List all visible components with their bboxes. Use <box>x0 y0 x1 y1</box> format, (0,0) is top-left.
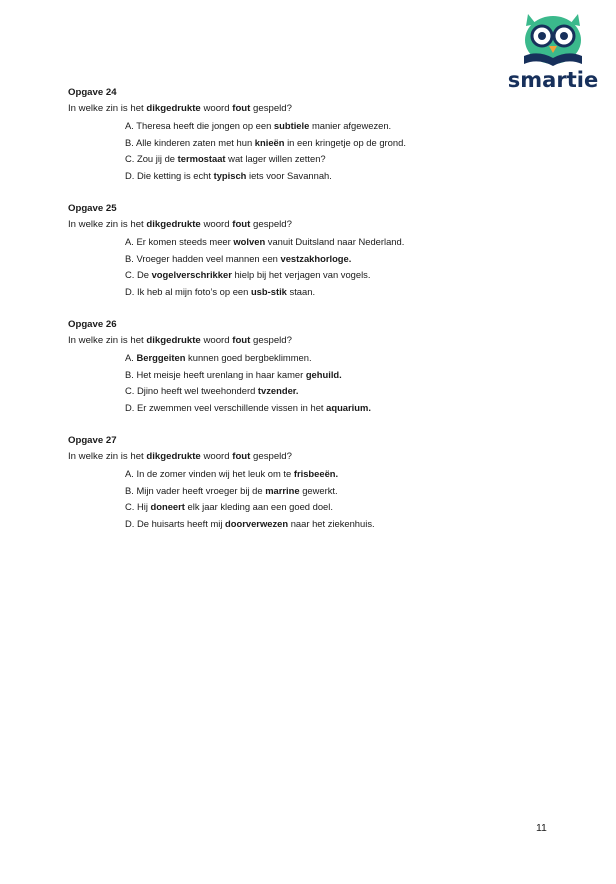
answer-options <box>125 468 588 530</box>
text-run: C. Hij <box>125 501 151 512</box>
text-run: D. Ik heb al mijn foto’s op een <box>125 285 251 297</box>
bold-word: fout <box>232 335 251 346</box>
bold-word: dikgedrukte <box>146 219 201 230</box>
text-run: In welke zin is het <box>68 451 147 462</box>
text-run: B. Het meisje heeft urenlang in haar kamer <box>125 368 306 380</box>
bold-word: fout <box>232 451 251 462</box>
answer-option-c <box>125 153 588 165</box>
question-27 <box>68 434 588 534</box>
text-run: In welke zin is het <box>68 103 147 114</box>
text-run: gewerkt. <box>299 484 338 496</box>
text-run: gespeld? <box>250 219 292 230</box>
text-run: woord <box>200 103 233 114</box>
bold-word: typisch <box>213 169 247 181</box>
answer-option-c <box>125 385 588 397</box>
text-run: naar het ziekenhuis. <box>288 517 375 529</box>
answer-option-b <box>125 485 588 497</box>
bold-word: dikgedrukte <box>146 451 201 462</box>
text-run: wat lager willen zetten? <box>225 153 326 164</box>
question-26 <box>68 318 588 418</box>
bold-word: tvzender. <box>257 385 299 396</box>
text-run: C. De <box>125 269 152 280</box>
text-run: elk jaar kleding aan een goed doel. <box>184 501 333 512</box>
bold-word: fout <box>232 219 251 230</box>
text-run: vanuit Duitsland naar Nederland. <box>265 236 405 247</box>
text-run: A. Er komen steeds meer <box>125 236 234 247</box>
answer-options <box>125 236 588 298</box>
bold-word: wolven <box>233 236 266 247</box>
bold-word: knieën <box>254 136 285 148</box>
text-run: kunnen goed bergbeklimmen. <box>185 352 312 363</box>
text-run: B. Mijn vader heeft vroeger bij de <box>125 484 266 496</box>
bold-word: termostaat <box>177 153 226 164</box>
text-run: D. De huisarts heeft mij <box>125 517 226 529</box>
text-run: D. Er zwemmen veel verschillende vissen in het <box>125 401 327 413</box>
question-title: Opgave 27 <box>68 435 117 446</box>
bold-word: Berggeiten <box>136 352 186 363</box>
text-run: gespeld? <box>250 335 292 346</box>
bold-word: frisbeeën. <box>293 468 339 479</box>
answer-option-a <box>125 236 588 248</box>
answer-option-b <box>125 253 588 265</box>
answer-option-d <box>125 286 588 298</box>
answer-option-b <box>125 137 588 149</box>
bold-word: marrine <box>265 484 300 496</box>
text-run: A. In de zomer vinden wij het leuk om te <box>125 468 294 479</box>
bold-word: doorverwezen <box>225 517 289 529</box>
text-run: C. Zou jij de <box>125 153 178 164</box>
answer-option-d <box>125 402 588 414</box>
answer-option-b <box>125 369 588 381</box>
text-run: manier afgewezen. <box>309 120 392 131</box>
bold-word: vogelverschrikker <box>151 269 232 280</box>
answer-options <box>125 352 588 414</box>
question-prompt <box>68 334 588 347</box>
text-run: gespeld? <box>250 451 292 462</box>
text-run: iets voor Savannah. <box>246 169 332 181</box>
answer-option-a <box>125 468 588 480</box>
question-prompt <box>68 218 588 231</box>
text-run: in een kringetje op de grond. <box>284 136 406 148</box>
bold-word: usb-stik <box>250 285 287 297</box>
page-number: 11 <box>536 822 547 834</box>
question-title: Opgave 25 <box>68 203 117 214</box>
bold-word: dikgedrukte <box>146 335 201 346</box>
answer-option-a <box>125 352 588 364</box>
text-run: C. Djino heeft wel tweehonderd <box>125 385 258 396</box>
answer-options <box>125 120 588 182</box>
owl-logo-icon <box>500 6 606 70</box>
text-run: gespeld? <box>250 103 292 114</box>
question-24 <box>68 86 588 186</box>
text-run: B. Vroeger hadden veel mannen een <box>125 252 281 264</box>
text-run: woord <box>200 219 233 230</box>
bold-word: vestzakhorloge. <box>280 252 352 264</box>
answer-option-d <box>125 518 588 530</box>
question-prompt <box>68 102 588 115</box>
logo-wordmark: smartie <box>507 68 599 92</box>
question-25 <box>68 202 588 302</box>
bold-word: aquarium. <box>326 401 371 413</box>
text-run: B. Alle kinderen zaten met hun <box>125 136 255 148</box>
text-run: A. Theresa heeft die jongen op een <box>125 120 274 131</box>
bold-word: dikgedrukte <box>146 103 201 114</box>
answer-option-a <box>125 120 588 132</box>
text-run: woord <box>200 335 233 346</box>
answer-option-c <box>125 501 588 513</box>
bold-word: gehuild. <box>305 368 342 380</box>
text-run: staan. <box>286 285 316 297</box>
text-run: In welke zin is het <box>68 335 147 346</box>
bold-word: subtiele <box>273 120 310 131</box>
answer-option-d <box>125 170 588 182</box>
text-run: D. Die ketting is echt <box>125 169 214 181</box>
question-title: Opgave 24 <box>68 87 117 98</box>
question-title: Opgave 26 <box>68 319 117 330</box>
answer-option-c <box>125 269 588 281</box>
question-prompt <box>68 450 588 463</box>
bold-word: fout <box>232 103 251 114</box>
text-run: In welke zin is het <box>68 219 147 230</box>
text-run: A. <box>125 352 137 363</box>
text-run: woord <box>200 451 233 462</box>
bold-word: doneert <box>150 501 185 512</box>
text-run: hielp bij het verjagen van vogels. <box>231 269 371 280</box>
